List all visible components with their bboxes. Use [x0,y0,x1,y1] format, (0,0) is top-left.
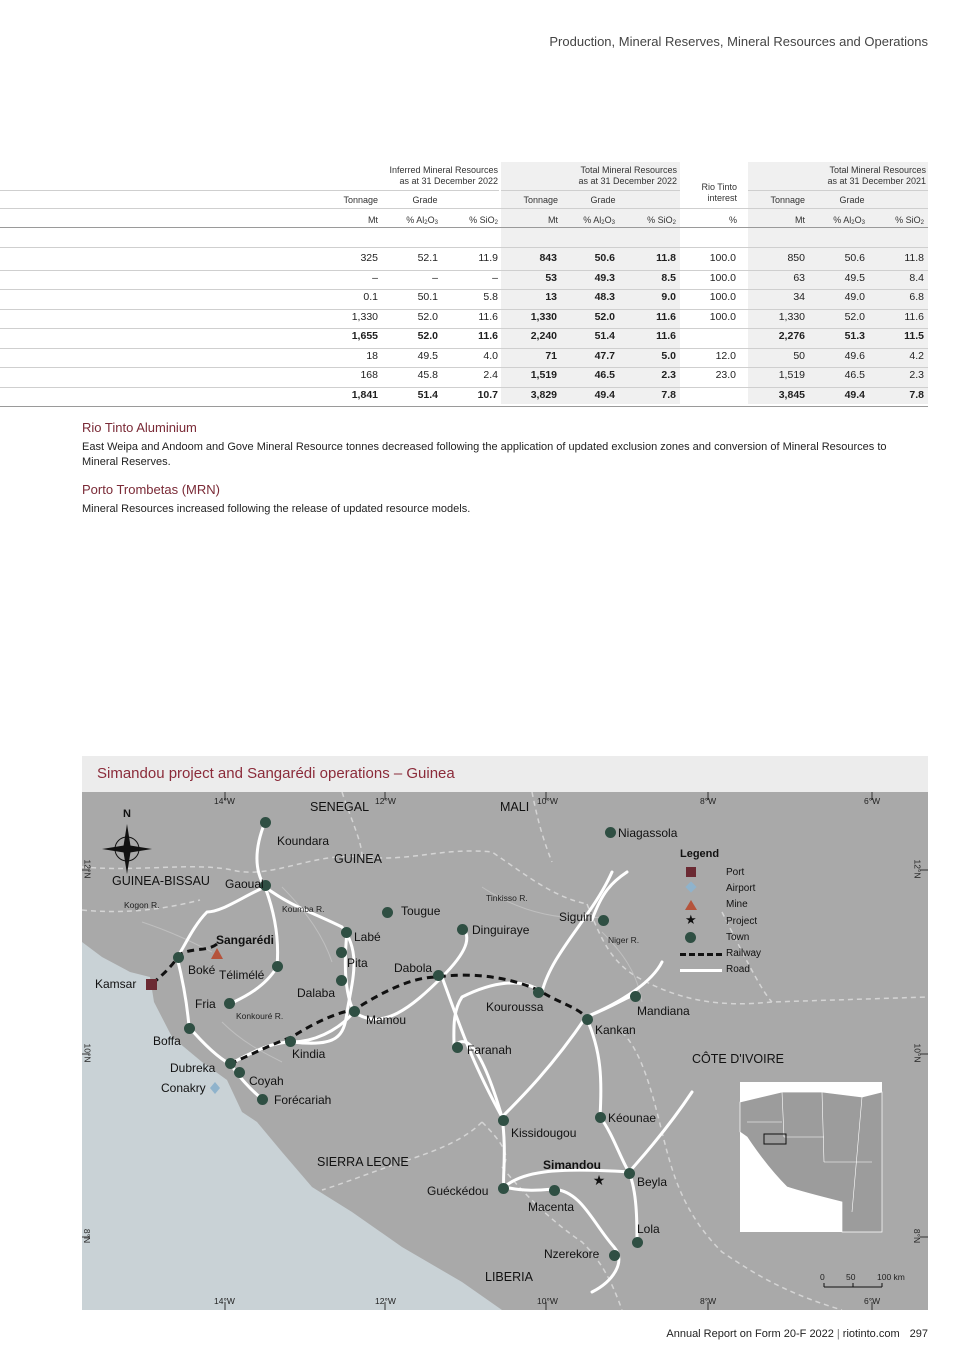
port-icon [686,867,696,877]
table-cell: 49.4 [594,388,615,401]
coord-lon8-bottom: 8°W [700,1296,717,1306]
table-cell: 13 [545,291,557,303]
row-rule [0,270,928,271]
rule [0,247,928,248]
footer-site: riotinto.com [842,1328,900,1340]
table-cell: 11.8 [904,252,924,264]
coord-lat8-left: 8°N [82,1228,93,1244]
table-cell: 1,330 [351,310,378,323]
table-cell: 3,845 [778,388,805,401]
town-label: Kouroussa [486,1000,544,1014]
town-marker [433,970,444,981]
table-cell: 49.5 [417,349,438,362]
scale-zero: 0 [820,1272,825,1282]
river-tinkisso: Tinkisso R. [486,893,528,903]
town-label: Coyah [249,1074,284,1088]
town-label: Forécariah [274,1093,332,1107]
unit-al2o3: % $Al_2O_3$ [833,215,865,226]
section-header: Production, Mineral Reserves, Mineral Resources and Operations [549,34,928,49]
table-cell: 51.3 [844,330,865,342]
row-rule [0,387,928,388]
row-rule [0,328,928,329]
town-marker [452,1042,463,1053]
table-cell: 7.8 [661,388,676,401]
town-label: Faranah [467,1043,512,1057]
table-cell: 51.4 [417,388,438,401]
airport-icon [685,882,696,893]
town-marker [632,1237,643,1248]
table-cell: 2,240 [530,330,557,342]
atlantic-ocean [82,942,502,1310]
river-konkoure: Konkouré R. [236,1011,284,1021]
country-guinea-bissau: GUINEA-BISSAU [112,874,210,888]
unit-sio2: % SiO$_2$ [469,215,498,226]
town-label: Boffa [153,1034,181,1048]
table-cell: 11.6 [478,330,498,342]
town-marker [336,975,347,986]
table-cell: – [432,271,438,284]
town-label: Macenta [528,1200,575,1214]
table-cell: 2.4 [483,369,498,381]
group-total-2022: Total Mineral Resources as at 31 December 2022 [578,165,677,186]
table-cell: 49.4 [844,388,865,401]
group-interest: Rio Tinto interest [701,182,737,203]
table-cell: 63 [793,271,805,284]
compass-north-label: N [123,808,131,820]
row-rule [0,367,928,368]
table-cell: 11.6 [656,330,676,342]
coord-lon10-bottom: 10°W [537,1296,558,1306]
town-marker [225,1058,236,1069]
town-marker [184,1023,195,1034]
place-kamsar: Kamsar [95,977,137,991]
table-cell: 8.4 [909,271,924,284]
row-rule [0,406,928,407]
town-marker [549,1185,560,1196]
table-cell: 2,276 [778,330,805,342]
row-rule [0,348,928,349]
town-marker [260,817,271,828]
table-cell: 843 [539,252,557,264]
table-cell: 52.0 [417,310,438,323]
town-marker [609,1250,620,1261]
town-marker [498,1183,509,1194]
project-marker-simandou: ★ [592,1172,606,1188]
subhdr-tonnage: Tonnage [523,195,558,205]
country-senegal: SENEGAL [310,800,370,814]
town-label: Kissidougou [511,1126,577,1140]
table-cell: 34 [793,291,805,303]
coord-lon10-top: 10°W [537,796,558,806]
town-label: Lola [637,1222,660,1236]
subhdr-grade: Grade [839,195,865,205]
town-label: Niagassola [618,826,678,840]
legend-town: Town [680,929,790,945]
river-niger: Niger R. [608,935,640,945]
coord-lat10-left: 10°N [82,1043,93,1063]
coord-lon12-top: 12°W [375,796,396,806]
table-cell: 45.8 [417,369,438,381]
map-title-bar [82,756,928,792]
rule [0,227,928,228]
scale-fifty: 50 [846,1272,856,1282]
rule [0,190,499,191]
coord-lon14-bottom: 14°W [214,1296,235,1306]
rule [748,190,928,191]
table-cell: 100.0 [709,252,736,264]
town-marker [605,827,616,838]
table-cell: 46.5 [844,369,865,381]
unit-mt: Mt [795,215,805,225]
town-marker [582,1014,593,1025]
table-cell: 49.6 [844,349,865,362]
table-cell: 3,829 [530,388,557,401]
river-kogon: Kogon R. [124,900,160,910]
inset-map [740,1082,882,1232]
table-cell: 0.1 [363,291,378,303]
table-cell: 47.7 [594,349,615,362]
town-marker [457,924,468,935]
table-cell: 100.0 [709,271,736,284]
town-label: Siguiri [559,910,593,924]
coord-lat12-left: 12°N [82,859,93,879]
table-cell: 48.3 [594,291,615,303]
table-cell: 5.8 [483,291,498,303]
town-label: Guéckédou [427,1184,489,1198]
town-label: Mandiana [637,1004,690,1018]
coord-lat12-right: 12°N [912,859,923,879]
legend-airport: Airport [680,880,790,896]
subhdr-grade: Grade [590,195,616,205]
table-cell: 168 [360,369,378,381]
note-text-porto-trombetas: Mineral Resources increased following the release of updated resource models. [82,503,471,515]
town-icon [685,932,696,943]
table-cell: 71 [545,349,557,362]
group-total-2021: Total Mineral Resources as at 31 December 2021 [827,165,926,186]
table-cell: 7.8 [909,388,924,401]
town-marker [224,998,235,1009]
table-cell: 11.6 [904,310,924,323]
town-label: Dabola [394,961,433,975]
table-cell: 49.0 [844,291,865,303]
unit-mt: Mt [368,215,378,225]
legend-road: Road [680,962,790,978]
unit-sio2: % SiO$_2$ [895,215,924,226]
table-cell: 325 [360,252,378,264]
coord-lon6-top: 6°W [864,796,881,806]
town-marker [630,991,641,1002]
table-cell: 46.5 [594,369,615,381]
note-title-porto-trombetas: Porto Trombetas (MRN) [82,482,220,497]
legend-port: Port [680,864,790,880]
table-cell: 5.0 [661,349,676,362]
coord-lon8-top: 8°W [700,796,717,806]
country-liberia: LIBERIA [485,1270,533,1284]
table-cell: 50.1 [417,291,438,303]
map-title: Simandou project and Sangarédi operations – Guinea [97,765,455,782]
country-mali: MALI [500,800,530,814]
country-guinea: GUINEA [334,852,382,866]
table-cell: 10.7 [477,388,498,401]
table-cell: 100.0 [709,310,736,323]
town-marker [498,1115,509,1126]
place-conakry: Conakry [161,1081,206,1095]
country-cote-divoire: CÔTE D'IVOIRE [692,1052,784,1066]
footer-report: Annual Report on Form 20-F 2022 [666,1328,834,1340]
table-cell: 4.2 [909,349,924,362]
table-cell: 2.3 [661,369,676,381]
town-label: Tougue [401,904,441,918]
town-marker [234,1067,245,1078]
town-label: Kéounae [608,1111,657,1125]
town-marker [624,1168,635,1179]
table-cell: 50 [793,349,805,362]
town-label: Beyla [637,1175,668,1189]
map-legend [680,848,790,978]
table-cell: 2.3 [909,369,924,381]
star-icon: ★ [685,912,697,928]
table-cell: 850 [787,252,805,264]
table-cell: 52.1 [417,252,438,264]
table-cell: 53 [545,271,557,284]
table-cell: 52.0 [844,310,865,323]
group-inferred: Inferred Mineral Resources as at 31 December 2022 [389,165,498,186]
row-rule [0,309,928,310]
table-cell: 49.5 [844,271,865,284]
note-text-rio-tinto-aluminium: East Weipa and Andoom and Gove Mineral Resource tonnes decreased following the application of updated exclusion zones and conversion of Mineral Resources to Mineral Reserves. [82,441,887,468]
town-marker [272,961,283,972]
subhdr-tonnage: Tonnage [343,195,378,205]
scale-bar [824,1283,882,1287]
town-marker [285,1036,296,1047]
town-label: Dalaba [297,986,336,1000]
town-label: Kankan [595,1023,636,1037]
table-cell: 11.6 [478,310,498,323]
guinea-map [82,792,928,1310]
unit-mt: Mt [548,215,558,225]
table-cell: 52.0 [594,310,615,323]
town-label: Pita [347,956,368,970]
legend-railway: Railway [680,945,790,961]
town-label: Gaoual [225,877,264,891]
town-marker [173,952,184,963]
table-cell: 52.0 [417,330,438,342]
road-icon [680,969,722,972]
legend-mine: Mine [680,897,790,913]
table-cell: 1,330 [530,310,557,323]
compass-rose [102,824,152,874]
legend-title: Legend [680,848,720,860]
coord-lat10-right: 10°N [912,1043,923,1063]
legend-project: ★ Project [685,912,758,928]
table-cell: 50.6 [594,252,615,264]
railway-icon [680,953,722,956]
mine-marker-sangaredi [211,948,223,959]
town-marker [533,987,544,998]
mine-icon [685,900,697,910]
unit-al2o3: % $Al_2O_3$ [406,215,438,226]
coord-lon14-top: 14°W [214,796,235,806]
town-label: Dubreka [170,1061,216,1075]
place-simandou: Simandou [543,1158,602,1172]
place-sangaredi: Sangarédi [216,933,275,947]
coord-lon12-bottom: 12°W [375,1296,396,1306]
town-marker [257,1094,268,1105]
table-cell: 1,841 [351,388,378,401]
town-label: Mamou [366,1013,407,1027]
table-cell: 9.0 [661,291,676,303]
coord-lon6-bottom: 6°W [864,1296,881,1306]
table-cell: 11.6 [656,310,676,323]
town-label: Labé [354,930,381,944]
table-cell: 4.0 [483,349,498,362]
note-title-rio-tinto-aluminium: Rio Tinto Aluminium [82,420,197,435]
page-footer: Annual Report on Form 20-F 2022 | riotinto.com 297 [666,1328,928,1340]
town-label: Nzerekore [544,1247,600,1261]
town-marker [382,907,393,918]
scale-hundred: 100 km [877,1272,905,1282]
table-cell: – [372,271,378,284]
row-rule [0,289,928,290]
table-cell: 1,519 [778,369,805,381]
subhdr-grade: Grade [412,195,438,205]
town-label: Koundara [277,834,330,848]
table-cell: 50.6 [844,252,865,264]
table-cell: 11.9 [478,252,498,264]
table-cell: 1,330 [778,310,805,323]
town-label: Fria [195,997,216,1011]
table-cell: 49.3 [594,271,615,284]
country-sierra-leone: SIERRA LEONE [317,1155,409,1169]
unit-pct: % [728,215,737,225]
table-cell: 1,655 [351,330,378,342]
town-marker [336,947,347,958]
coord-lat8-right: 8°N [912,1228,923,1244]
unit-sio2: % SiO$_2$ [647,215,676,226]
table-cell: 100.0 [709,291,736,303]
town-marker [349,1006,360,1017]
table-cell: 6.8 [909,291,924,303]
table-cell: 51.4 [594,330,615,342]
rule [0,208,928,209]
port-marker-kamsar [146,979,157,990]
table-cell: – [492,271,498,284]
table-cell: 8.5 [661,271,676,284]
table-cell: 18 [366,349,378,362]
town-label: Dinguiraye [472,923,530,937]
table-cell: 1,519 [530,369,557,381]
rule [501,190,680,191]
town-label: Kindia [292,1047,326,1061]
town-marker [598,915,609,926]
table-cell: 23.0 [715,369,736,381]
subhdr-tonnage: Tonnage [770,195,805,205]
town-marker [341,927,352,938]
unit-al2o3: % $Al_2O_3$ [583,215,615,226]
town-marker [595,1112,606,1123]
river-koumba: Koumba R. [282,904,325,914]
table-cell: 11.5 [904,330,924,342]
town-label: Télimélé [219,968,265,982]
table-cell: 11.8 [656,252,676,264]
table-cell: 12.0 [715,349,736,362]
page-number: 297 [909,1328,928,1340]
town-label: Boké [188,963,216,977]
